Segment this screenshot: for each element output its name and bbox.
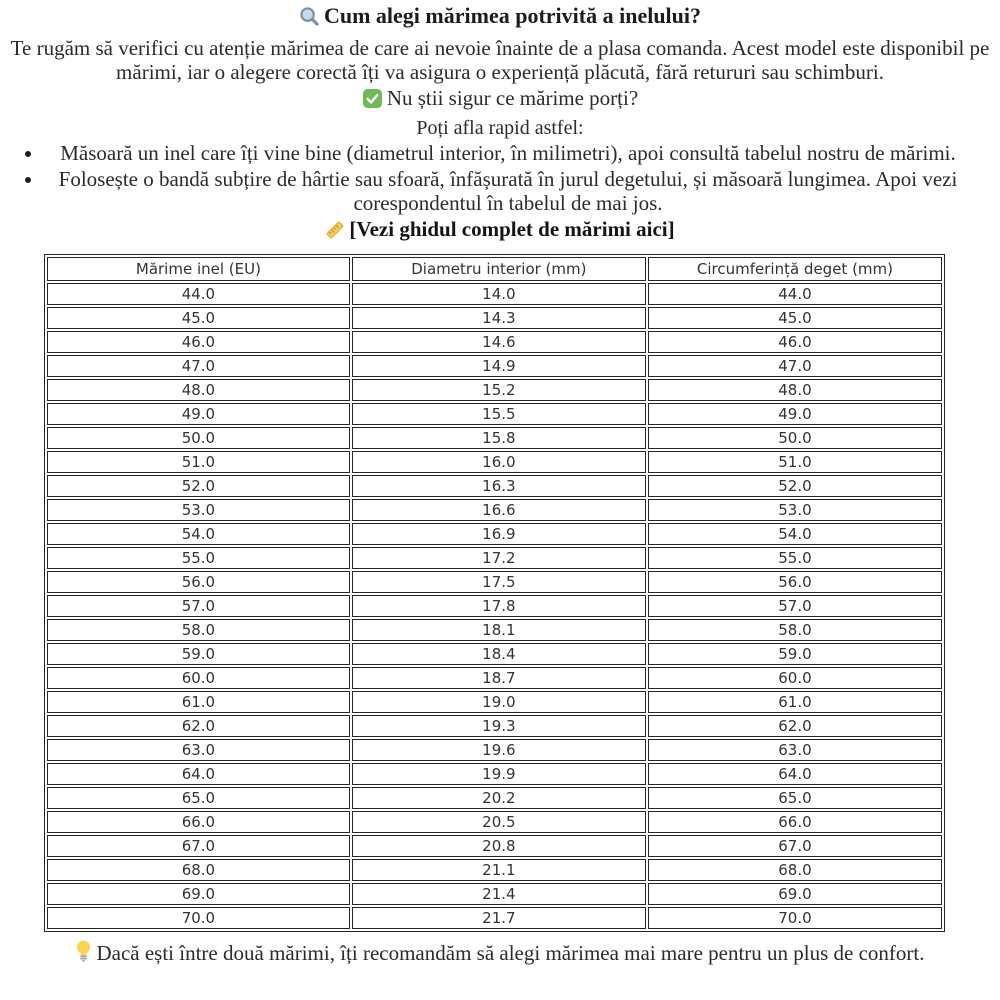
table-cell: 19.6 — [352, 739, 646, 761]
table-cell: 49.0 — [648, 403, 942, 425]
green-check-icon — [362, 88, 383, 115]
table-cell: 56.0 — [47, 571, 350, 593]
table-cell: 15.2 — [352, 379, 646, 401]
footer-note-text: Dacă ești între două mărimi, îți recomandăm să alegi mărimea mai mare pentru un plus de confort. — [96, 941, 925, 965]
table-cell: 63.0 — [648, 739, 942, 761]
ring-size-table-head — [47, 257, 942, 281]
table-cell: 14.0 — [352, 283, 646, 305]
table-cell: 67.0 — [47, 835, 350, 857]
table-cell: 59.0 — [648, 643, 942, 665]
size-question-heading — [0, 86, 1000, 115]
table-cell: 50.0 — [648, 427, 942, 449]
table-row — [47, 283, 942, 305]
measure-step-ring: • Măsoară un inel care îți vine bine (diametrul interior, în milimetri), apoi consultă tabelul nostru de mărimi. — [44, 141, 972, 165]
table-cell: 20.2 — [352, 787, 646, 809]
table-row — [47, 835, 942, 857]
table-cell: 55.0 — [47, 547, 350, 569]
table-cell: 68.0 — [648, 859, 942, 881]
table-cell: 55.0 — [648, 547, 942, 569]
table-cell: 66.0 — [47, 811, 350, 833]
table-cell: 70.0 — [47, 907, 350, 929]
table-cell: 14.3 — [352, 307, 646, 329]
measure-steps-list — [0, 141, 1000, 215]
table-cell: 65.0 — [47, 787, 350, 809]
table-cell: 64.0 — [648, 763, 942, 785]
table-cell: 21.1 — [352, 859, 646, 881]
table-cell: 14.9 — [352, 355, 646, 377]
table-cell: 18.4 — [352, 643, 646, 665]
table-cell: 45.0 — [47, 307, 350, 329]
table-cell: 19.0 — [352, 691, 646, 713]
table-cell: 58.0 — [648, 619, 942, 641]
table-cell: 15.8 — [352, 427, 646, 449]
table-cell: 70.0 — [648, 907, 942, 929]
table-cell: 67.0 — [648, 835, 942, 857]
table-cell: 65.0 — [648, 787, 942, 809]
table-cell: 17.2 — [352, 547, 646, 569]
table-cell: 19.9 — [352, 763, 646, 785]
table-cell: 16.0 — [352, 451, 646, 473]
table-row — [47, 787, 942, 809]
table-row — [47, 403, 942, 425]
table-row — [47, 595, 942, 617]
table-cell: 52.0 — [648, 475, 942, 497]
ring-size-table-body — [47, 283, 942, 929]
ring-size-table — [44, 254, 945, 932]
table-row — [47, 883, 942, 905]
table-row — [47, 643, 942, 665]
table-row — [47, 739, 942, 761]
table-cell: 50.0 — [47, 427, 350, 449]
table-cell: 69.0 — [648, 883, 942, 905]
table-row — [47, 859, 942, 881]
table-cell: 49.0 — [47, 403, 350, 425]
table-row — [47, 331, 942, 353]
size-guide-link-text: [Vezi ghidul complet de mărimi aici] — [349, 217, 675, 241]
table-row — [47, 379, 942, 401]
table-cell: 18.7 — [352, 667, 646, 689]
table-row — [47, 811, 942, 833]
table-cell: 69.0 — [47, 883, 350, 905]
table-row — [47, 907, 942, 929]
table-cell: 48.0 — [648, 379, 942, 401]
table-row — [47, 715, 942, 737]
table-cell: 18.1 — [352, 619, 646, 641]
table-row — [47, 499, 942, 521]
table-cell: 53.0 — [648, 499, 942, 521]
table-row — [47, 571, 942, 593]
page-title-text: Cum alegi mărimea potrivită a inelului? — [323, 3, 702, 28]
table-cell: 54.0 — [47, 523, 350, 545]
table-cell: 15.5 — [352, 403, 646, 425]
table-cell: 56.0 — [648, 571, 942, 593]
page-title — [0, 3, 1000, 33]
table-cell: 44.0 — [47, 283, 350, 305]
ruler-icon — [325, 220, 345, 246]
size-question-text: Nu știi sigur ce mărime porți? — [386, 86, 639, 110]
table-cell: 16.9 — [352, 523, 646, 545]
intro-paragraph: Te rugăm să verifici cu atenție mărimea de care ai nevoie înainte de a plasa comanda. Acest model este disponibil pe mărimi, iar o alegere corectă îți va asigura o experiență plăcută, fără retururi sau schimburi. — [10, 36, 990, 84]
table-cell: 63.0 — [47, 739, 350, 761]
table-cell: 48.0 — [47, 379, 350, 401]
table-row — [47, 427, 942, 449]
table-cell: 47.0 — [47, 355, 350, 377]
table-cell: 20.8 — [352, 835, 646, 857]
table-cell: 19.3 — [352, 715, 646, 737]
table-cell: 52.0 — [47, 475, 350, 497]
table-cell: 17.8 — [352, 595, 646, 617]
table-cell: 57.0 — [648, 595, 942, 617]
table-row — [47, 619, 942, 641]
footer-note — [4, 939, 996, 970]
table-cell: 61.0 — [648, 691, 942, 713]
table-row — [47, 307, 942, 329]
table-cell: 14.6 — [352, 331, 646, 353]
table-row — [47, 475, 942, 497]
table-cell: 57.0 — [47, 595, 350, 617]
measure-step-string: • Folosește o bandă subțire de hârtie sau sfoară, înfășurată în jurul degetului, și măsoară lungimea. Apoi vezi corespondentul în tabelul de mai jos. — [44, 167, 972, 215]
table-row — [47, 451, 942, 473]
table-cell: 21.7 — [352, 907, 646, 929]
table-cell: 17.5 — [352, 571, 646, 593]
table-row — [47, 763, 942, 785]
table-cell: 51.0 — [47, 451, 350, 473]
column-header-ring-size: Mărime inel (EU) — [47, 257, 350, 281]
table-cell: 68.0 — [47, 859, 350, 881]
table-cell: 66.0 — [648, 811, 942, 833]
size-guide-link[interactable] — [0, 217, 1000, 246]
table-cell: 45.0 — [648, 307, 942, 329]
table-cell: 44.0 — [648, 283, 942, 305]
table-cell: 54.0 — [648, 523, 942, 545]
table-cell: 60.0 — [47, 667, 350, 689]
table-cell: 21.4 — [352, 883, 646, 905]
table-row — [47, 523, 942, 545]
table-cell: 60.0 — [648, 667, 942, 689]
column-header-finger-circumference: Circumferință deget (mm) — [648, 257, 942, 281]
table-cell: 51.0 — [648, 451, 942, 473]
table-cell: 58.0 — [47, 619, 350, 641]
table-cell: 47.0 — [648, 355, 942, 377]
column-header-inner-diameter: Diametru interior (mm) — [352, 257, 646, 281]
table-cell: 62.0 — [648, 715, 942, 737]
table-cell: 46.0 — [47, 331, 350, 353]
table-row — [47, 691, 942, 713]
table-cell: 53.0 — [47, 499, 350, 521]
table-cell: 64.0 — [47, 763, 350, 785]
table-cell: 46.0 — [648, 331, 942, 353]
table-row — [47, 667, 942, 689]
light-bulb-icon — [75, 939, 92, 970]
table-cell: 16.6 — [352, 499, 646, 521]
table-cell: 62.0 — [47, 715, 350, 737]
table-header-row — [47, 257, 942, 281]
table-cell: 59.0 — [47, 643, 350, 665]
table-row — [47, 355, 942, 377]
table-row — [47, 547, 942, 569]
table-cell: 61.0 — [47, 691, 350, 713]
steps-intro: Poți afla rapid astfel: — [416, 117, 584, 139]
table-cell: 20.5 — [352, 811, 646, 833]
magnifying-glass-icon — [299, 6, 320, 33]
table-cell: 16.3 — [352, 475, 646, 497]
